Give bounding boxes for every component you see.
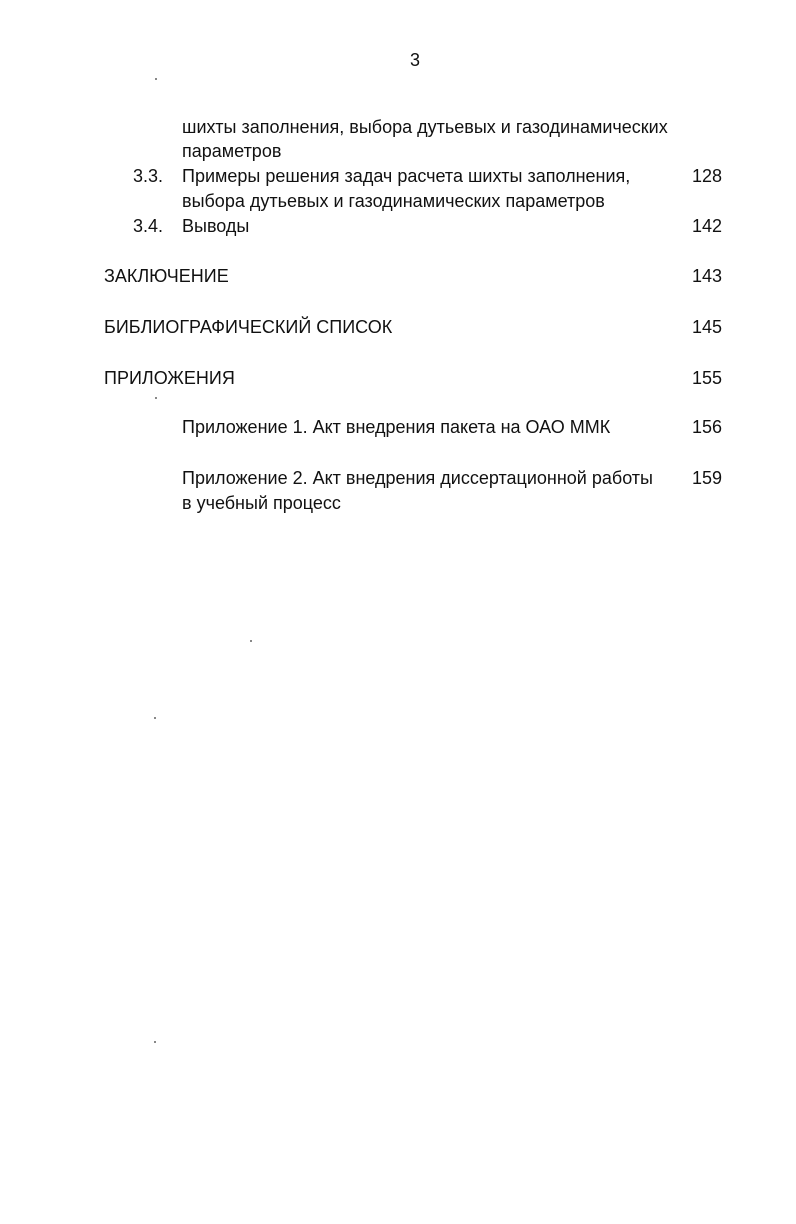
toc-entry-3-4-number: 3.4. <box>133 216 164 236</box>
toc-entry-appendix-1-title: Приложение 1. Акт внедрения пакета на ОАО ММК <box>182 417 611 437</box>
scan-speck <box>155 78 157 80</box>
toc-entry-3-3-number: 3.3. <box>133 166 164 186</box>
toc-entry-appendix-2-title-line-2: в учебный процесс <box>182 493 341 513</box>
toc-entry-3-4-title: Выводы <box>182 216 250 236</box>
toc-entry-appendices-page: 155 <box>691 368 722 388</box>
toc-entry-appendix-1-page: 156 <box>691 417 722 437</box>
toc-entry-appendix-2-title-line-1: Приложение 2. Акт внедрения диссертационной работы <box>182 468 653 488</box>
page-number: 3 <box>409 50 420 70</box>
toc-entry-appendices-title: ПРИЛОЖЕНИЯ <box>104 368 235 388</box>
toc-entry-conclusion-title: ЗАКЛЮЧЕНИЕ <box>104 266 229 286</box>
toc-entry-3-3-title-line-1: Примеры решения задач расчета шихты заполнения, <box>182 166 631 186</box>
scan-speck <box>154 1041 156 1043</box>
toc-entry-conclusion-page: 143 <box>691 266 722 286</box>
toc-entry-3-3-title-line-2: выбора дутьевых и газодинамических параметров <box>182 191 605 211</box>
scan-speck <box>154 717 156 719</box>
toc-entry-continuation-line-2: параметров <box>182 141 282 161</box>
toc-entry-continuation-line-1: шихты заполнения, выбора дутьевых и газодинамических <box>182 117 668 137</box>
scan-speck <box>250 640 252 642</box>
toc-entry-3-4-page: 142 <box>691 216 722 236</box>
toc-entry-3-3-page: 128 <box>691 166 722 186</box>
toc-entry-bibliography-title: БИБЛИОГРАФИЧЕСКИЙ СПИСОК <box>104 317 393 337</box>
toc-entry-appendix-2-page: 159 <box>691 468 722 488</box>
scan-speck <box>155 397 157 399</box>
toc-entry-bibliography-page: 145 <box>691 317 722 337</box>
